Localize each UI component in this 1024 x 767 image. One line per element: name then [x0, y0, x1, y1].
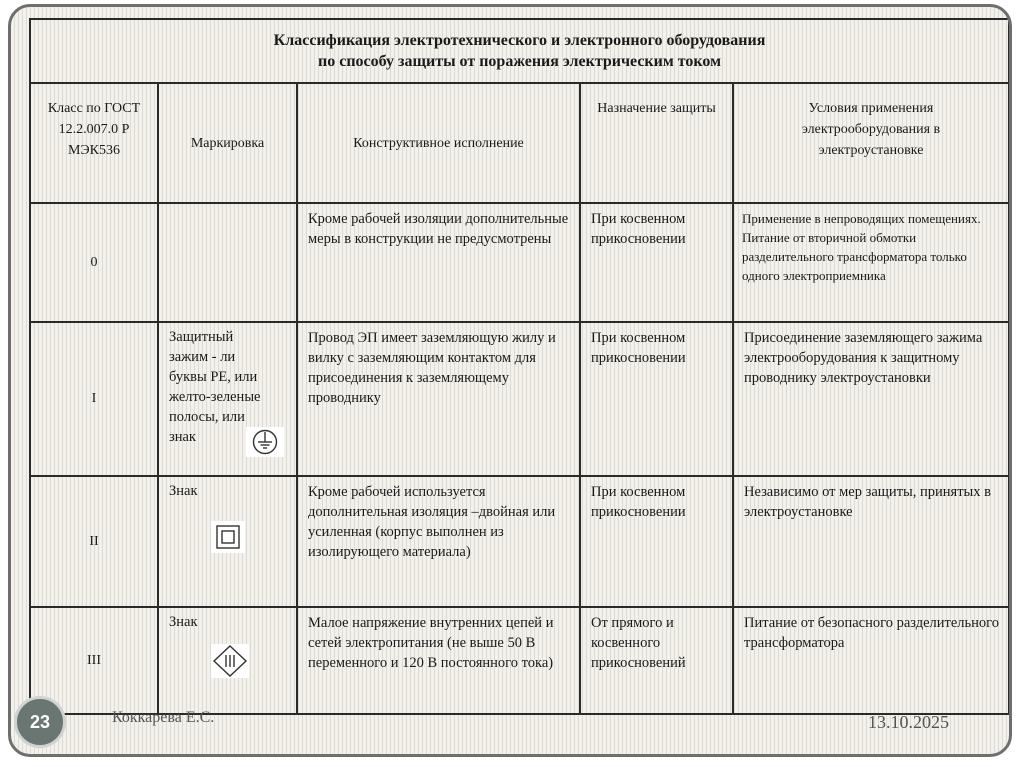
double-insulation-icon	[211, 521, 245, 553]
table-row	[30, 203, 1009, 322]
conditions-line-2: Питание от вторичной обмотки разделительного трансформатора только одного электроприемника	[742, 230, 967, 283]
date-label: 13.10.2025	[868, 712, 949, 732]
class-cell: II	[30, 476, 158, 607]
construction-cell: Провод ЭП имеет заземляющую жилу и вилку с заземляющим контактом для присоединения к заземляющему проводнику	[297, 322, 580, 476]
purpose-cell: При косвенном прикосновении	[580, 203, 733, 322]
class-three-icon	[211, 644, 249, 678]
table-row	[30, 322, 1009, 476]
marking-text: Знак	[169, 483, 198, 499]
conditions-cell: Питание от безопасного разделительного трансформатора	[733, 607, 1009, 714]
marking-cell	[158, 607, 297, 714]
header-class: Класс по ГОСТ 12.2.007.0 Р МЭК536	[30, 83, 158, 203]
marking-text: Защитный зажим - ли буквы РЕ, или желто-зеленые полосы, или знак	[169, 329, 261, 445]
header-row	[30, 83, 1009, 203]
author-label: Коккарева Е.С.	[112, 709, 215, 726]
conditions-cell: Присоединение заземляющего зажима электрооборудования к защитному проводнику электроустановки	[733, 322, 1009, 476]
slide-number-badge: 23	[14, 696, 66, 748]
slide	[8, 4, 1012, 757]
class-cell: III	[30, 607, 158, 714]
construction-cell: Кроме рабочей используется дополнительная изоляция –двойная или усиленная (корпус выполнен из изолирующего материала)	[297, 476, 580, 607]
marking-cell	[158, 203, 297, 322]
construction-cell: Малое напряжение внутренних цепей и сетей электропитания (не выше 50 В переменного и 120 В постоянного тока)	[297, 607, 580, 714]
header-construction: Конструктивное исполнение	[297, 83, 580, 203]
classification-table	[29, 18, 1010, 715]
class-cell: 0	[30, 203, 158, 322]
header-purpose: Назначение защиты	[580, 83, 733, 203]
marking-text: Знак	[169, 614, 198, 630]
conditions-cell: Независимо от мер защиты, принятых в электроустановке	[733, 476, 1009, 607]
header-marking: Маркировка	[158, 83, 297, 203]
purpose-cell: При косвенном прикосновении	[580, 322, 733, 476]
marking-cell	[158, 322, 297, 476]
header-conditions: Условия применения электрооборудования в электроустановке	[733, 83, 1009, 203]
table-row	[30, 476, 1009, 607]
purpose-cell: От прямого и косвенного прикосновений	[580, 607, 733, 714]
table-title	[30, 19, 1009, 83]
class-cell: I	[30, 322, 158, 476]
table-row	[30, 607, 1009, 714]
title-line-1: Классификация электротехнического и электронного оборудования	[273, 32, 766, 49]
marking-cell	[158, 476, 297, 607]
title-line-2: по способу защиты от поражения электрическим током	[318, 53, 722, 70]
title-row	[30, 19, 1009, 83]
conditions-cell	[733, 203, 1009, 322]
ground-symbol-icon	[246, 427, 284, 457]
purpose-cell: При косвенном прикосновении	[580, 476, 733, 607]
construction-cell: Кроме рабочей изоляции дополнительные меры в конструкции не предусмотрены	[297, 203, 580, 322]
conditions-line-1: Применение в непроводящих помещениях.	[742, 211, 981, 226]
